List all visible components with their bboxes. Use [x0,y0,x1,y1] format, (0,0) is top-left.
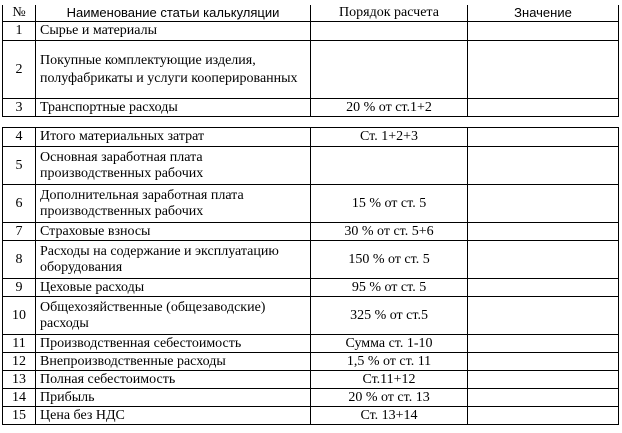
row-num: 5 [3,147,36,185]
row-num: 7 [3,223,36,241]
table-row [3,41,619,99]
row-value [468,99,619,117]
row-value [468,41,619,99]
table-row [3,353,619,371]
row-order: 30 % от ст. 5+6 [311,223,468,241]
row-num: 14 [3,389,36,407]
row-value [468,223,619,241]
row-num: 15 [3,407,36,425]
row-value [468,128,619,147]
row-name: Цеховые расходы [36,279,311,297]
row-value [468,371,619,389]
table-row [3,407,619,425]
row-name: Страховые взносы [36,223,311,241]
row-order [311,41,468,99]
row-order [311,22,468,41]
row-order: Ст.11+12 [311,371,468,389]
table-row [3,147,619,185]
row-value [468,185,619,223]
row-name: Транспортные расходы [36,99,311,117]
row-name: Цена без НДС [36,407,311,425]
row-order: 1,5 % от ст. 11 [311,353,468,371]
row-value [468,297,619,335]
row-order: 95 % от ст. 5 [311,279,468,297]
row-order: Ст. 13+14 [311,407,468,425]
row-name: Внепроизводственные расходы [36,353,311,371]
row-name: Общехозяйственные (общезаводские) расходы [36,297,311,335]
row-num: 1 [3,22,36,41]
table-row [3,99,619,117]
header-order: Порядок расчета [311,5,468,22]
header-num: № [3,5,36,22]
row-order: 20 % от ст. 13 [311,389,468,407]
table-row [3,371,619,389]
row-num: 9 [3,279,36,297]
row-name: Покупные комплектующие изделия, полуфабрикаты и услуги кооперированных [36,41,311,99]
calculation-table-top [2,5,619,117]
table-row [3,389,619,407]
row-name: Сырье и материалы [36,22,311,41]
table-row [3,241,619,279]
table-row [3,22,619,41]
row-order [311,147,468,185]
table-row [3,185,619,223]
table-row [3,279,619,297]
row-num: 13 [3,371,36,389]
row-value [468,389,619,407]
row-order: Ст. 1+2+3 [311,128,468,147]
row-num: 10 [3,297,36,335]
row-name: Прибыль [36,389,311,407]
row-name: Производственная себестоимость [36,335,311,353]
table-row [3,297,619,335]
calculation-table-bottom [2,127,619,425]
row-num: 3 [3,99,36,117]
row-order: Сумма ст. 1-10 [311,335,468,353]
header-value: Значение [468,5,619,22]
row-order: 20 % от ст.1+2 [311,99,468,117]
row-num: 11 [3,335,36,353]
row-num: 12 [3,353,36,371]
row-name: Итого материальных затрат [36,128,311,147]
row-num: 4 [3,128,36,147]
row-order: 150 % от ст. 5 [311,241,468,279]
row-name: Полная себестоимость [36,371,311,389]
table-row [3,223,619,241]
row-name: Расходы на содержание и эксплуатацию оборудования [36,241,311,279]
row-order: 15 % от ст. 5 [311,185,468,223]
row-value [468,241,619,279]
header-name: Наименование статьи калькуляции [36,5,311,22]
row-name: Основная заработная плата производственных рабочих [36,147,311,185]
table-row [3,128,619,147]
row-value [468,407,619,425]
row-value [468,335,619,353]
row-num: 8 [3,241,36,279]
row-order: 325 % от ст.5 [311,297,468,335]
row-value [468,279,619,297]
row-value [468,22,619,41]
row-value [468,147,619,185]
row-num: 2 [3,41,36,99]
row-name: Дополнительная заработная плата производственных рабочих [36,185,311,223]
row-num: 6 [3,185,36,223]
table-row [3,335,619,353]
header-row [3,5,619,22]
row-value [468,353,619,371]
